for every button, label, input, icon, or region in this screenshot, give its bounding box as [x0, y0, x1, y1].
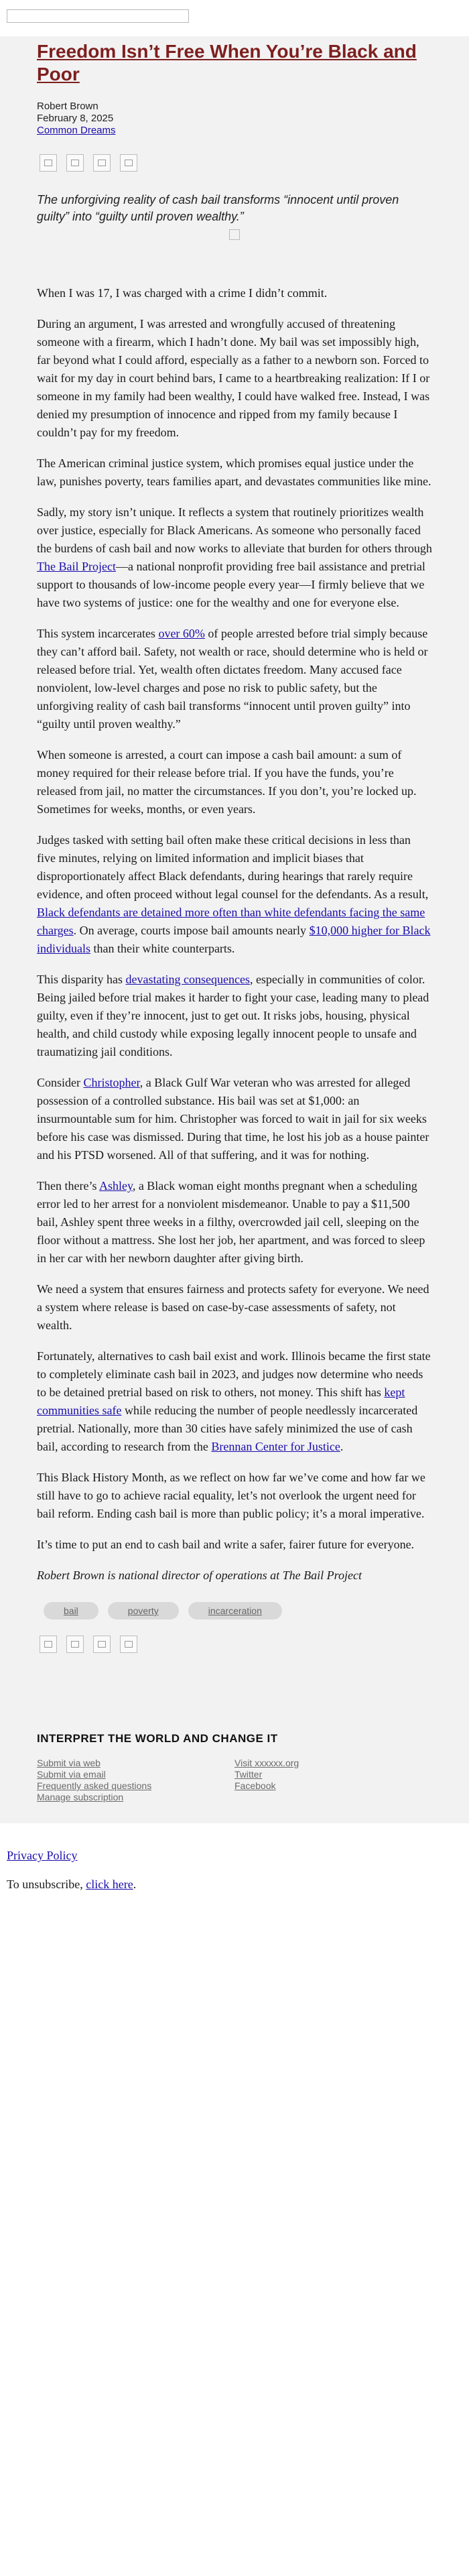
paragraph-text: , a Black Gulf War veteran who was arrested for alleged possession of a controlled substance. His bail was set at $1,000: an insurmountable sum for him. Christopher was forced to wait in jail for six weeks before his case was dismissed. During that time, he lost his job as a house painter and his PTSD worsened. All of that suffering, and it was for nothing.	[37, 1076, 429, 1162]
paragraph-text: It’s time to put an end to cash bail and write a safer, fairer future for everyone.	[37, 1538, 415, 1551]
inline-link[interactable]: devastating consequences	[125, 973, 250, 986]
footer-link[interactable]: Frequently asked questions	[37, 1780, 152, 1791]
tag-pill[interactable]: incarceration	[188, 1602, 282, 1619]
paragraph-text: than their white counterparts.	[90, 942, 235, 955]
article-paragraph	[37, 284, 432, 302]
article-paragraph	[37, 503, 432, 612]
footer-link[interactable]: Manage subscription	[37, 1792, 124, 1802]
article-paragraph	[37, 1469, 432, 1523]
share-facebook-icon[interactable]	[40, 1636, 57, 1653]
share-facebook-icon[interactable]	[40, 154, 57, 172]
unsubscribe-link[interactable]: click here	[86, 1878, 133, 1891]
inline-link[interactable]: kept communities safe	[37, 1386, 405, 1417]
article	[37, 36, 432, 1680]
share-twitter-icon[interactable]	[66, 154, 84, 172]
share-row-bottom	[40, 1636, 432, 1653]
inline-link[interactable]: Ashley	[98, 1179, 133, 1192]
paragraph-text: Judges tasked with setting bail often make these critical decisions in less than five minutes, relying on limited information and implicit biases that disproportionately affect Black defendants, during hearings that rarely require evidence, and often proceed without legal counsel for the defendants. As a result,	[37, 833, 429, 901]
newsletter-footer	[37, 1680, 432, 1823]
paragraph-text: .	[340, 1440, 344, 1453]
unsubscribe-line	[7, 1878, 462, 1892]
article-paragraph	[37, 1177, 432, 1268]
article-paragraph	[37, 1347, 432, 1456]
footer-link[interactable]: Submit via email	[37, 1769, 106, 1780]
paragraph-text: while reducing the number of people needlessly incarcerated pretrial. Nationally, more than 30 cities have safely minimized the use of cash bail, according to research from the	[37, 1404, 418, 1453]
article-paragraph	[37, 831, 432, 958]
article-paragraph	[37, 625, 432, 733]
paragraph-text: This Black History Month, as we reflect on how far we’ve come and how far we still have to go to achieve racial equality, let’s not overlook the urgent need for bail reform. Ending cash bail is more than public policy; it’s a moral imperative.	[37, 1471, 425, 1520]
paragraph-text: The American criminal justice system, which promises equal justice under the law, punishes poverty, tears families apart, and devastates communities like mine.	[37, 456, 431, 488]
inline-link[interactable]: Brennan Center for Justice	[211, 1440, 340, 1453]
email-header	[0, 0, 469, 27]
article-title[interactable]: Freedom Isn’t Free When You’re Black and Poor	[37, 41, 417, 84]
publish-date: February 8, 2025	[37, 113, 114, 124]
footer-links-right	[234, 1758, 432, 1803]
privacy-policy-link[interactable]: Privacy Policy	[7, 1849, 78, 1862]
banner-image	[7, 9, 189, 23]
paragraph-text: This disparity has	[37, 973, 126, 986]
author-name: Robert Brown	[37, 101, 98, 112]
article-paragraph	[37, 1074, 432, 1164]
share-twitter-icon[interactable]	[66, 1636, 84, 1653]
paragraph-text: This system incarcerates	[37, 627, 159, 640]
inline-link[interactable]: over 60%	[158, 627, 205, 640]
paragraph-text: of people arrested before trial simply because they can’t afford bail. Safety, not wealth or race, should determine who is held or released before trial. Yet, wealth often dictates freedom. Many accused face nonviolent, low-level charges and pose no risk to public safety, but the unforgiving reality of cash bail transforms “innocent until proven guilty” into “guilty until proven wealthy.”	[37, 627, 428, 731]
share-email-icon[interactable]	[93, 1636, 111, 1653]
hero-image	[229, 229, 240, 240]
unsubscribe-prefix: To unsubscribe,	[7, 1878, 86, 1891]
paragraph-text: We need a system that ensures fairness and protects safety for everyone. We need a system where release is based on case-by-case assessments of safety, not wealth.	[37, 1282, 429, 1332]
footer-link[interactable]: Twitter	[234, 1769, 263, 1780]
paragraph-text: , a Black woman eight months pregnant when a scheduling error led to her arrest for a nonviolent misdemeanor. Unable to pay a $11,500 bail, Ashley spent three weeks in a filthy, overcrowded jail cell, sleeping on the floor without a mattress. She lost her job, her apartment, and was forced to sleep in her car with her newborn daughter after giving birth.	[37, 1179, 425, 1265]
inline-link[interactable]: Christopher	[83, 1076, 140, 1089]
tag-pill[interactable]: bail	[44, 1602, 98, 1619]
article-paragraph	[37, 454, 432, 491]
footer-links	[37, 1758, 432, 1803]
paragraph-text: , especially in communities of color. Being jailed before trial makes it harder to fight your case, leading many to plead guilty, even if they’re innocent, just to get out. It risks jobs, housing, physical health, and child custody while exposing legally innocent people to unsafe and traumatizing jail conditions.	[37, 973, 429, 1058]
source-link[interactable]: Common Dreams	[37, 125, 116, 136]
footer-link[interactable]: Submit via web	[37, 1758, 100, 1768]
paragraph-text: Fortunately, alternatives to cash bail exist and work. Illinois became the first state to completely eliminate cash bail in 2023, and judges now determine who needs to be detained pretrial based on risk to others, not money. This shift has	[37, 1349, 431, 1399]
paragraph-text: During an argument, I was arrested and wrongfully accused of threatening someone with a firearm, which I hadn’t done. My bail was set impossibly high, far beyond what I could afford, especially as a father to a newborn son. Forced to wait for my day in court behind bars, I came to a heartbreaking realization: If I or someone in my family had been wealthy, I could have walked free. Instead, I was denied my presumption of innocence and ripped from my family because I couldn’t pay for my freedom.	[37, 317, 430, 439]
inline-link[interactable]: The Bail Project	[37, 560, 116, 573]
article-deck: The unforgiving reality of cash bail transforms “innocent until proven guilty” into “guilty until proven wealthy.”	[37, 193, 399, 223]
unsubscribe-suffix: .	[133, 1878, 137, 1891]
paragraph-text: Consider	[37, 1076, 84, 1089]
share-link-icon[interactable]	[120, 1636, 137, 1653]
share-link-icon[interactable]	[120, 154, 137, 172]
inline-link[interactable]: Black defendants are detained more often than white defendants facing the same charges	[37, 906, 425, 937]
article-paragraph	[37, 1536, 432, 1554]
article-paragraph	[37, 746, 432, 818]
paragraph-text: When I was 17, I was charged with a crime I didn’t commit.	[37, 286, 328, 300]
share-row-top	[40, 154, 432, 172]
tag-list	[44, 1602, 432, 1619]
footer-link[interactable]: Facebook	[234, 1780, 276, 1791]
tag-pill[interactable]: poverty	[108, 1602, 179, 1619]
footer-link[interactable]: Visit xxxxxx.org	[234, 1758, 299, 1768]
article-body	[37, 284, 432, 1554]
author-bio: Robert Brown is national director of operations at The Bail Project	[37, 1569, 362, 1582]
paragraph-text: —a national nonprofit providing free bail assistance and pretrial support to thousands of low-income people every year—I firmly believe that we have two systems of justice: one for the wealthy and one for everyone else.	[37, 560, 425, 609]
article-paragraph	[37, 1280, 432, 1335]
share-email-icon[interactable]	[93, 154, 111, 172]
article-paragraph	[37, 315, 432, 442]
article-meta	[37, 101, 432, 137]
footer-heading: INTERPRET THE WORLD AND CHANGE IT	[37, 1732, 278, 1745]
paragraph-text: When someone is arrested, a court can impose a cash bail amount: a sum of money required for their release before trial. If you have the funds, you’re released from jail, no matter the circumstances. If you don’t, you’re locked up. Sometimes for weeks, months, or even years.	[37, 748, 417, 816]
paragraph-text: Then there’s	[37, 1179, 99, 1192]
footer-links-left	[37, 1758, 234, 1803]
paragraph-text: Sadly, my story isn’t unique. It reflects a system that routinely prioritizes wealth over justice, especially for Black Americans. As someone who personally faced the burdens of cash bail and now works to alleviate that burden for others through	[37, 505, 432, 555]
email-body	[0, 36, 469, 1823]
inline-link[interactable]: $10,000 higher for Black individuals	[37, 924, 431, 955]
legal-section	[0, 1823, 469, 1913]
paragraph-text: . On average, courts impose bail amounts nearly	[73, 924, 310, 937]
article-paragraph	[37, 971, 432, 1061]
